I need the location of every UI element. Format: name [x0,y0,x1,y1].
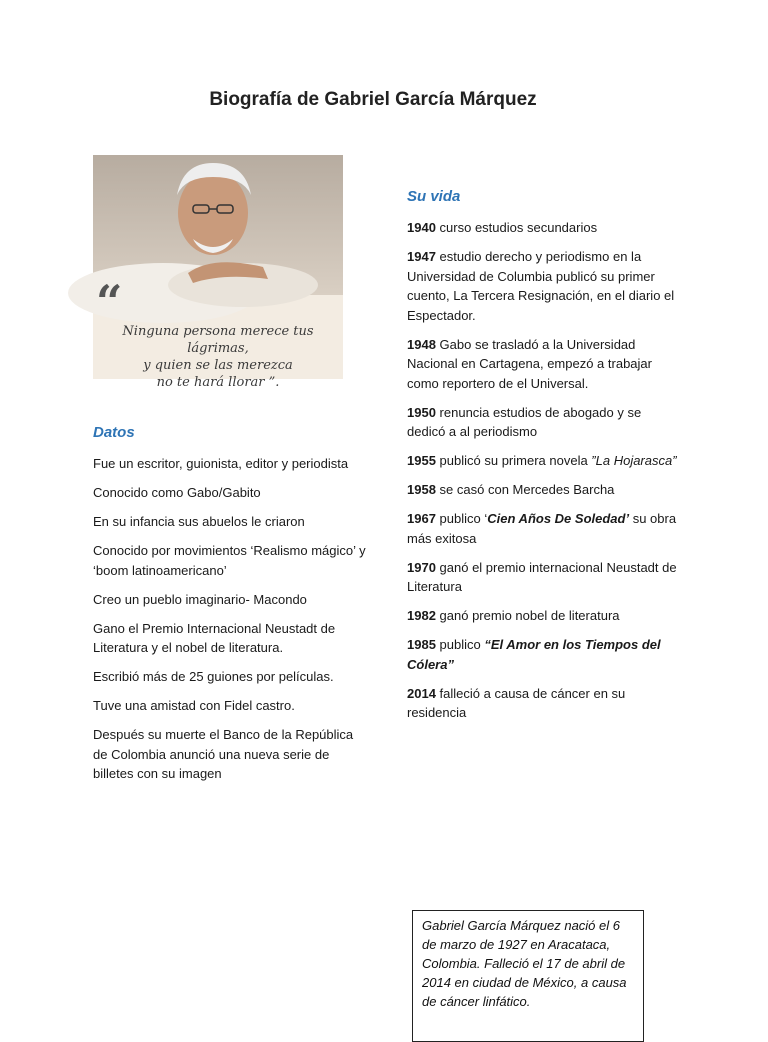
event-text: Gabo se trasladó a la Universidad Nacional en Cartagena, empezó a trabajar como reportero de el Universal. [407,336,652,391]
event-year: 1948 [407,336,436,352]
timeline-event [407,218,679,238]
quote-line: y quien se las merezca [143,358,293,373]
timeline-event [407,509,679,548]
event-text: publico ‘ [439,511,488,526]
datos-item: Después su muerte el Banco de la República de Colombia anunció una nueva serie de billetes con su imagen [93,727,354,781]
event-text: ganó el premio internacional Neustadt de Literatura [407,559,677,594]
event-year: 1947 [407,249,436,264]
quote-line: Ninguna persona merece tus lágrimas, [122,324,314,356]
event-text: falleció a causa de cáncer en su residencia [407,685,626,720]
event-title: Cien Años De Soledad’ [487,511,630,526]
timeline-event [407,558,679,597]
datos-heading: Datos [93,424,135,441]
quote-line: no te hará llorar ”. [156,375,280,390]
event-text: publico [439,637,485,652]
timeline-event [407,684,679,723]
portrait-photo [93,155,343,390]
datos-list [93,454,368,793]
datos-item: En su infancia sus abuelos le criaron [93,514,305,529]
timeline-event [407,247,679,325]
datos-item: Conocido como Gabo/Gabito [93,485,261,500]
event-year: 1982 [407,608,436,623]
event-title: “El Amor en los Tiempos del Cólera” [407,637,661,672]
event-year: 1958 [407,482,436,497]
timeline-event [407,403,679,442]
event-year: 1950 [407,404,436,420]
page-title: Biografía de Gabriel García Márquez [209,89,537,110]
datos-item: Escribió más de 25 guiones por películas. [93,669,334,684]
event-text-tail: su obra más exitosa [407,511,677,546]
quote-mark-icon: “ [96,275,123,329]
event-text: estudio derecho y periodismo en la Universidad de Columbia publicó su primer cuento, La Tercera Resignación, en el diario el Espectador. [407,249,675,323]
datos-item: Gano el Premio Internacional Neustadt de Literatura y el nobel de literatura. [93,620,336,655]
timeline-event [407,451,679,471]
quote-text [93,323,343,391]
su-vida-heading: Su vida [407,188,461,205]
event-text: ganó premio nobel de literatura [439,608,620,623]
event-text: publicó su primera novela [439,453,592,468]
event-text: renuncia estudios de abogado y se dedicó a al periodismo [407,404,642,439]
event-year: 1967 [407,511,436,526]
event-year: 1970 [407,559,436,575]
timeline-event [407,480,679,500]
event-title: ”La Hojarasca” [591,453,677,468]
datos-item: Conocido por movimientos ‘Realismo mágico’ y ‘boom latinoamericano’ [93,543,366,578]
portrait-illustration [93,155,343,295]
datos-item: Fue un escritor, guionista, editor y periodista [93,456,349,471]
timeline-event [407,335,679,394]
event-year: 2014 [407,685,436,701]
timeline-event [407,635,679,674]
event-year: 1985 [407,637,436,652]
datos-item: Tuve una amistad con Fidel castro. [93,698,295,713]
event-text: se casó con Mercedes Barcha [439,482,615,497]
event-year: 1955 [407,453,436,468]
timeline-list [407,218,679,732]
timeline-event [407,606,679,626]
birth-death-note: Gabriel García Márquez nació el 6 de marzo de 1927 en Aracataca, Colombia. Falleció el 17 de abril de 2014 en ciudad de México, a causa de cáncer linfático. [412,910,644,1042]
datos-item: Creo un pueblo imaginario- Macondo [93,591,307,607]
event-text: curso estudios secundarios [439,220,598,235]
event-year: 1940 [407,220,436,235]
